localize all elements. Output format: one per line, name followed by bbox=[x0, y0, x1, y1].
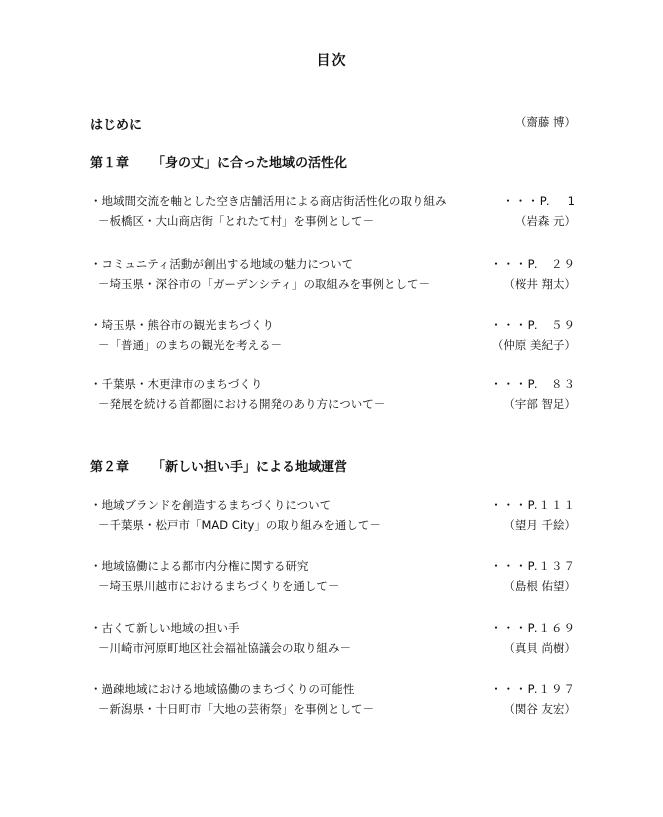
page-title: 目次 bbox=[316, 53, 347, 69]
toc-entry bbox=[90, 256, 576, 296]
entry-title: ・コミュニティ活動が創出する地域の魅力について bbox=[90, 257, 354, 271]
entry-page: ・・・P.１３７ bbox=[490, 559, 576, 573]
entry-subtitle: －千葉県・松戸市「MAD City」の取り組みを通して－ bbox=[98, 518, 381, 532]
chapter-number: 第１章 bbox=[90, 156, 130, 171]
toc-entry bbox=[90, 193, 576, 233]
entry-author: （宇部 智足） bbox=[503, 397, 576, 411]
entry-page: ・・・P.１９７ bbox=[490, 682, 576, 696]
toc-entry bbox=[90, 620, 576, 660]
entry-subtitle: －埼玉県川越市におけるまちづくりを通して－ bbox=[98, 579, 340, 593]
entry-page: ・・・P. ５９ bbox=[490, 318, 576, 332]
chapter-number: 第２章 bbox=[90, 460, 130, 475]
toc-entry bbox=[90, 376, 576, 416]
entry-subtitle: －発展を続ける首都圏における開発のあり方について－ bbox=[98, 397, 386, 411]
entry-subtitle: －川崎市河原町地区社会福祉協議会の取り組み－ bbox=[98, 641, 351, 655]
entry-title: ・過疎地域における地域協働のまちづくりの可能性 bbox=[90, 682, 355, 696]
entry-page: ・・・P.１１１ bbox=[490, 498, 576, 512]
entry-subtitle: －埼玉県・深谷市の「ガーデンシティ」の取組みを事例として－ bbox=[98, 277, 431, 291]
entry-title: ・地域ブランドを創造するまちづくりについて bbox=[90, 498, 332, 512]
chapter-heading bbox=[90, 152, 347, 171]
entry-author: （関谷 友宏） bbox=[503, 702, 576, 716]
entry-subtitle: －「普通」のまちの観光を考える－ bbox=[98, 338, 282, 352]
entry-subtitle: －新潟県・十日町市「大地の芸術祭」を事例として－ bbox=[98, 702, 374, 716]
entry-title: ・地域協働による都市内分権に関する研究 bbox=[90, 559, 309, 573]
entry-author: （仲原 美紀子） bbox=[491, 338, 576, 352]
entry-author: （島根 佑望） bbox=[503, 579, 576, 593]
entry-title: ・古くて新しい地域の担い手 bbox=[90, 621, 240, 635]
toc-entry bbox=[90, 558, 576, 598]
toc-entry bbox=[90, 681, 576, 721]
chapter-title: 「新しい担い手」による地域運営 bbox=[152, 460, 348, 475]
entry-title: ・地域間交流を軸とした空き店舗活用による商店街活性化の取り組み bbox=[90, 194, 447, 208]
chapter-heading bbox=[90, 456, 347, 475]
entry-author: （望月 千絵） bbox=[503, 518, 576, 532]
entry-author: （桜井 翔太） bbox=[503, 277, 576, 291]
entry-page: ・・・P. 1 bbox=[502, 194, 576, 208]
entry-page: ・・・P. ２９ bbox=[490, 257, 576, 271]
entry-author: （真貝 尚樹） bbox=[503, 641, 576, 655]
entry-title: ・千葉県・木更津市のまちづくり bbox=[90, 377, 263, 391]
entry-page: ・・・P.１６９ bbox=[490, 621, 576, 635]
toc-entry bbox=[90, 497, 576, 537]
entry-page: ・・・P. ８３ bbox=[490, 377, 576, 391]
intro-row bbox=[90, 114, 576, 134]
entry-title: ・埼玉県・熊谷市の観光まちづくり bbox=[90, 318, 274, 332]
toc-entry bbox=[90, 317, 576, 357]
entry-author: （岩森 元） bbox=[514, 214, 576, 228]
entry-subtitle: －板橋区・大山商店街「とれたて村」を事例として－ bbox=[98, 214, 374, 228]
intro-label: はじめに bbox=[90, 118, 143, 133]
chapter-title: 「身の丈」に合った地域の活性化 bbox=[152, 156, 348, 171]
intro-author: （齋藤 博） bbox=[514, 115, 576, 129]
